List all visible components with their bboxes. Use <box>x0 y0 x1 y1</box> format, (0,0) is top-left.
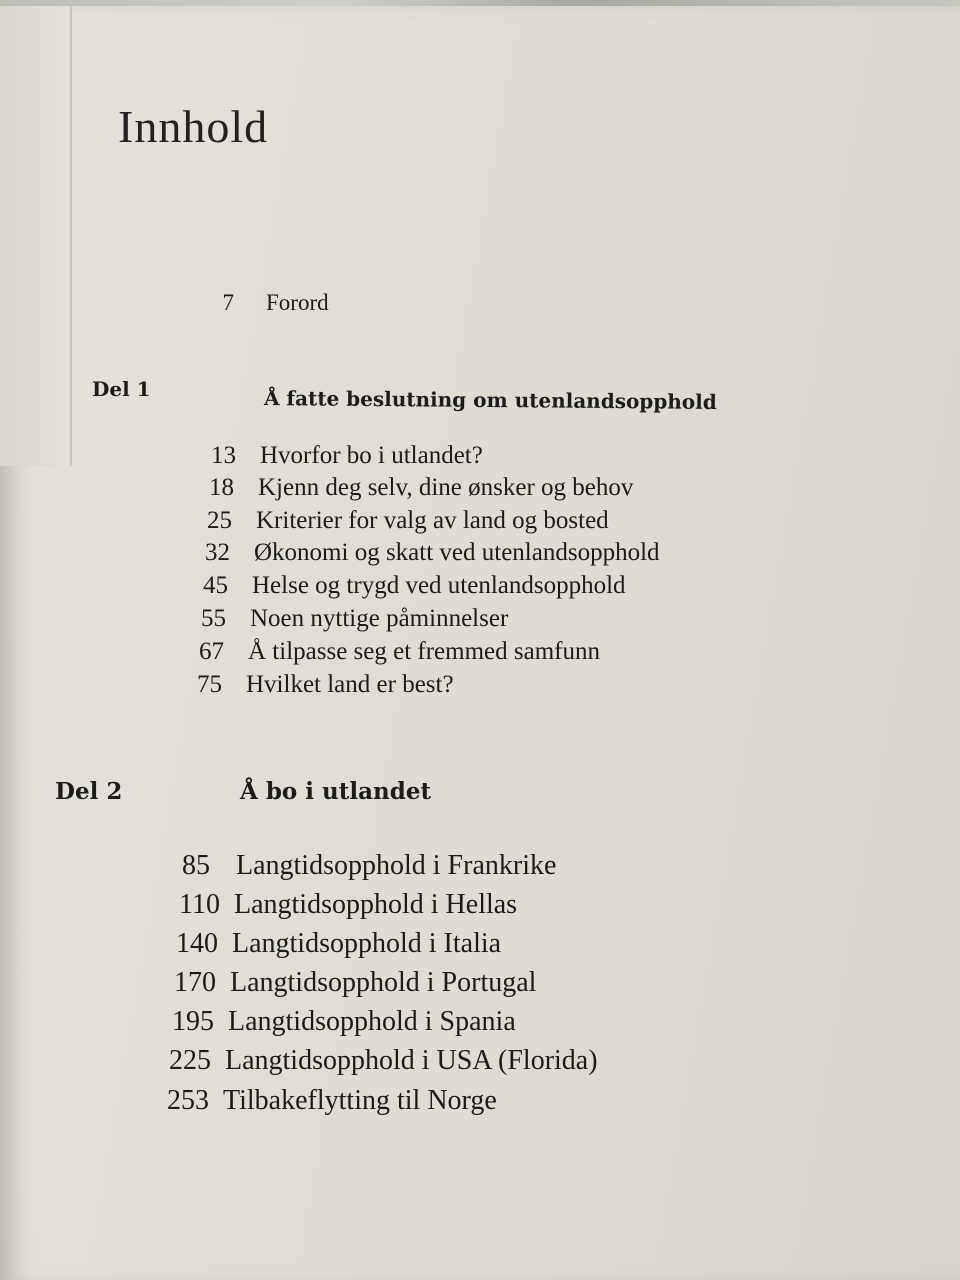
toc-entry-title: Å tilpasse seg et fremmed samfunn <box>248 638 600 665</box>
toc-entry-title: Økonomi og skatt ved utenlandsopphold <box>254 539 660 566</box>
page-title: Innhold <box>118 101 269 152</box>
toc-entry <box>164 889 517 921</box>
toc-entry-title: Hvilket land er best? <box>246 671 454 698</box>
toc-entry <box>166 850 556 882</box>
toc-entry <box>192 507 609 535</box>
toc-entry-title: Langtidsopphold i USA (Florida) <box>225 1045 598 1076</box>
previous-page-edge <box>0 6 72 466</box>
toc-page-number: 140 <box>176 928 218 959</box>
toc-entry-title: Forord <box>266 290 329 315</box>
toc-page-number: 18 <box>209 474 234 501</box>
toc-page-number: 25 <box>207 507 232 534</box>
toc-entry <box>186 605 508 633</box>
toc-entry-title: Noen nyttige påminnelser <box>250 605 509 632</box>
toc-entry-title: Langtidsopphold i Hellas <box>234 889 518 920</box>
toc-page-number: 85 <box>182 850 210 881</box>
toc-page-number: 32 <box>205 539 230 566</box>
toc-entry <box>158 1006 516 1038</box>
toc-entry <box>188 572 626 600</box>
toc-entry <box>182 671 454 699</box>
toc-page-number: 55 <box>201 605 226 632</box>
toc-page-number: 110 <box>179 889 220 920</box>
toc-entry-title: Langtidsopphold i Spania <box>228 1006 516 1037</box>
toc-page-number: 75 <box>197 671 222 698</box>
toc-entry <box>190 539 660 567</box>
toc-entry-title: Kriterier for valg av land og bosted <box>256 507 609 534</box>
toc-entry <box>196 442 483 470</box>
toc-entry <box>160 967 536 999</box>
toc-entry-title: Langtidsopphold i Frankrike <box>236 850 557 881</box>
toc-page-number: 195 <box>172 1006 214 1037</box>
toc-entry <box>162 928 501 960</box>
toc-page-number: 225 <box>169 1045 211 1076</box>
toc-page-number: 253 <box>167 1085 209 1116</box>
toc-entry <box>155 1045 598 1077</box>
toc-entry-title: Kjenn deg selv, dine ønsker og behov <box>258 474 634 501</box>
toc-entry <box>194 474 633 502</box>
toc-entry-title: Tilbakeflytting til Norge <box>223 1085 497 1116</box>
toc-entry-title: Helse og trygd ved utenlandsopphold <box>252 572 626 599</box>
toc-page-number: 67 <box>199 638 224 665</box>
toc-page-number: 170 <box>174 967 216 998</box>
toc-page-number: 13 <box>211 442 236 469</box>
toc-entry <box>184 638 600 666</box>
toc-entry-title: Hvorfor bo i utlandet? <box>260 442 483 469</box>
part-1-label: Del 1 <box>92 377 151 401</box>
toc-entry-title: Langtidsopphold i Portugal <box>230 967 537 998</box>
toc-page-number: 45 <box>203 572 228 599</box>
part-1-title: Å fatte beslutning om utenlandsopphold <box>263 386 717 414</box>
toc-page-number: 7 <box>222 290 234 315</box>
toc-entry <box>153 1085 497 1117</box>
part-2-label: Del 2 <box>55 778 123 805</box>
toc-entry-title: Langtidsopphold i Italia <box>232 928 502 959</box>
toc-entry-foreword <box>200 290 329 316</box>
part-2-title: Å bo i utlandet <box>240 778 432 805</box>
